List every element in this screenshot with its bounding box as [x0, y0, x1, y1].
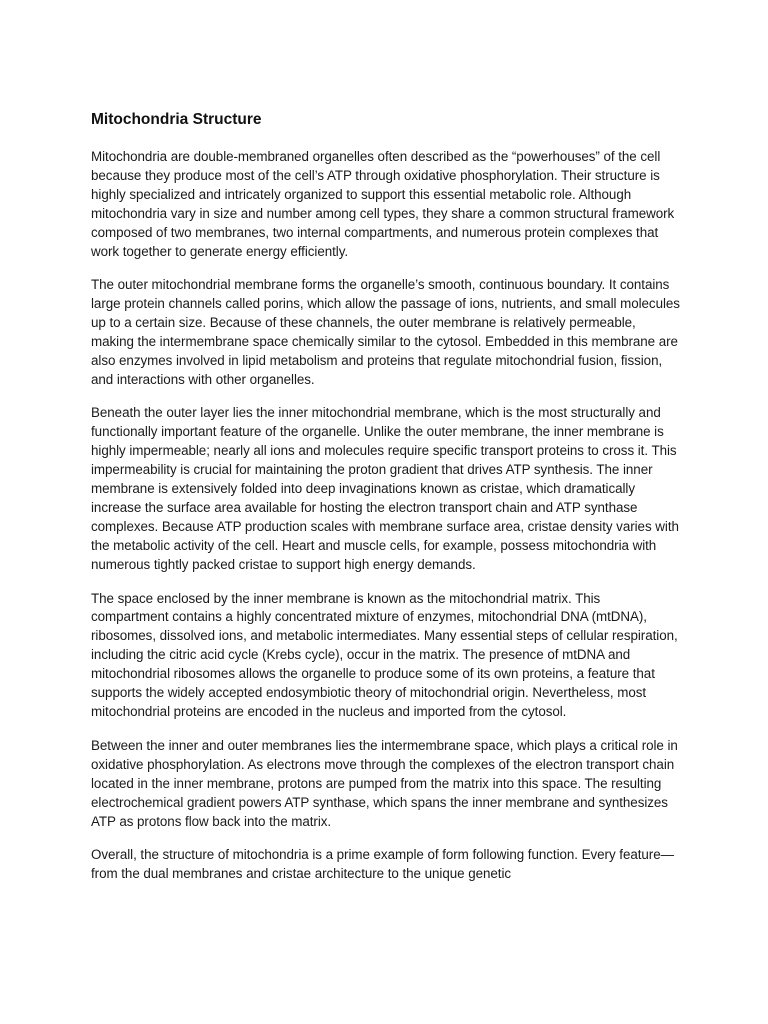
- paragraph-intro: Mitochondria are double-membraned organelles often described as the “powerhouses” of the cell because they produce most of the cell’s ATP through oxidative phosphorylation. Their structure is highly specialized and intricately organized to support this essential metabolic role. Although mitochondria vary in size and number among cell types, they share a common structural framework composed of two membranes, two internal compartments, and numerous protein complexes that work together to generate energy efficiently.: [91, 149, 675, 259]
- document-page: [91, 110, 681, 898]
- paragraph-inner-membrane: Beneath the outer layer lies the inner mitochondrial membrane, which is the most structurally and functionally important feature of the organelle. Unlike the outer membrane, the inner membrane is highly impermeable; nearly all ions and molecules require specific transport proteins to cross it. This impermeability is crucial for maintaining the proton gradient that drives ATP synthesis. The inner membrane is extensively folded into deep invaginations known as cristae, which dramatically increase the surface area available for hosting the electron transport chain and ATP synthase complexes. Because ATP production scales with membrane surface area, cristae density varies with the metabolic activity of the cell. Heart and muscle cells, for example, possess mitochondria with numerous tightly packed cristae to support high energy demands.: [91, 405, 679, 573]
- paragraph-overall: Overall, the structure of mitochondria is a prime example of form following function. Every feature—from the dual membranes and cristae architecture to the unique genetic: [91, 846, 674, 881]
- paragraph-matrix: The space enclosed by the inner membrane is known as the mitochondrial matrix. This compartment contains a highly concentrated mixture of enzymes, mitochondrial DNA (mtDNA), ribosomes, dissolved ions, and metabolic intermediates. Many essential steps of cellular respiration, including the citric acid cycle (Krebs cycle), occur in the matrix. The presence of mtDNA and mitochondrial ribosomes allows the organelle to produce some of its own proteins, a feature that supports the widely accepted endosymbiotic theory of mitochondrial origin. Nevertheless, most mitochondrial proteins are encoded in the nucleus and imported from the cytosol.: [91, 590, 678, 720]
- document-title: Mitochondria Structure: [91, 111, 262, 128]
- paragraph-outer-membrane: The outer mitochondrial membrane forms the organelle’s smooth, continuous boundary. It contains large protein channels called porins, which allow the passage of ions, nutrients, and small molecules up to a certain size. Because of these channels, the outer membrane is relatively permeable, making the intermembrane space chemically similar to the cytosol. Embedded in this membrane are also enzymes involved in lipid metabolism and proteins that regulate mitochondrial fusion, fission, and interactions with other organelles.: [91, 277, 680, 387]
- paragraph-intermembrane-space: Between the inner and outer membranes lies the intermembrane space, which plays a critical role in oxidative phosphorylation. As electrons move through the complexes of the electron transport chain located in the inner membrane, protons are pumped from the matrix into this space. The resulting electrochemical gradient powers ATP synthase, which spans the inner membrane and synthesizes ATP as protons flow back into the matrix.: [91, 737, 678, 829]
